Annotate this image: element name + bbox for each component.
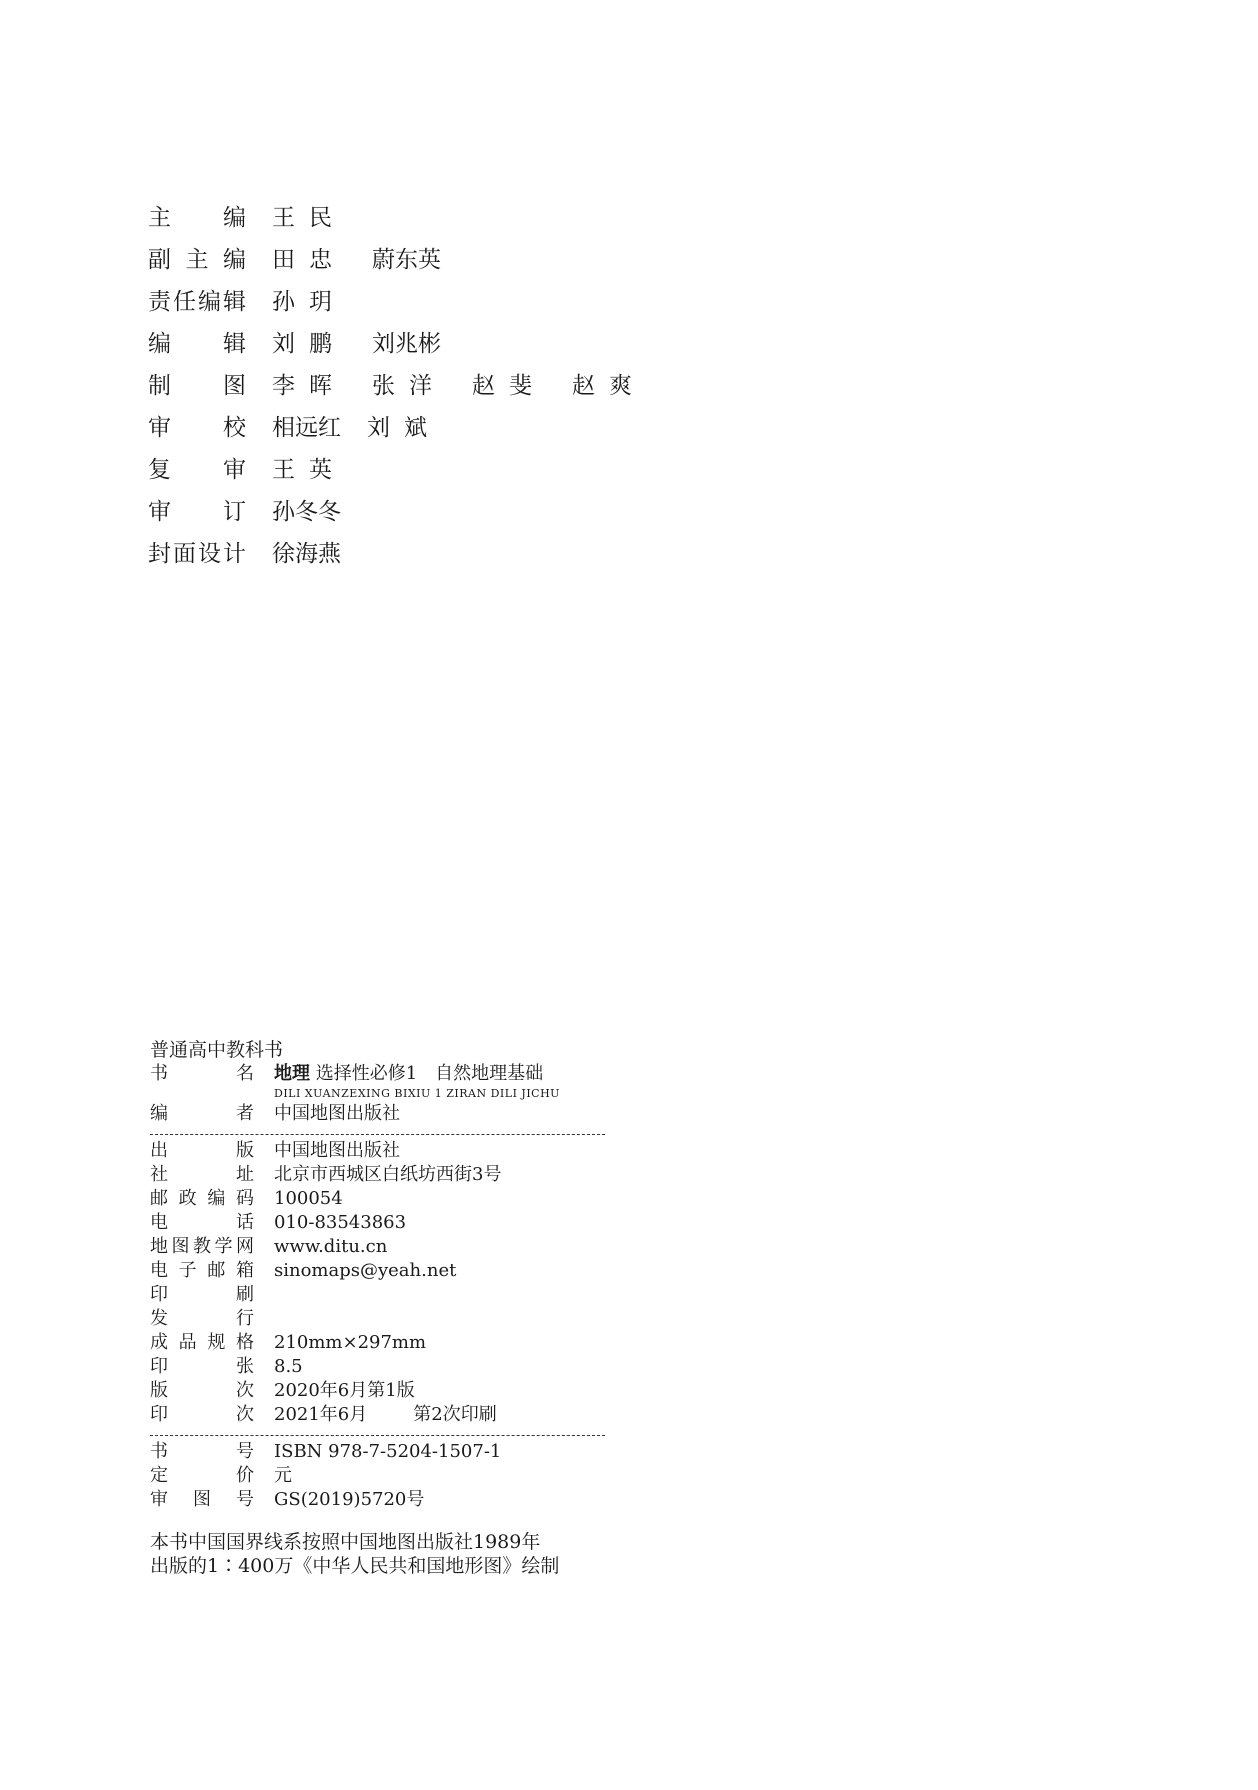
label-char: 审 bbox=[148, 499, 171, 525]
label-char: 址 bbox=[236, 1164, 254, 1185]
detail-value: sinomaps@yeah.net bbox=[274, 1260, 457, 1281]
label-char: 印 bbox=[150, 1284, 168, 1305]
book-name-row bbox=[150, 1062, 610, 1086]
label-char: 电 bbox=[150, 1212, 168, 1233]
label-char: 定 bbox=[150, 1465, 168, 1486]
divider bbox=[150, 1435, 605, 1436]
detail-label bbox=[150, 1379, 254, 1403]
print-date: 2021年6月 bbox=[274, 1404, 368, 1425]
credit-person: 徐海燕 bbox=[272, 541, 341, 567]
credit-names bbox=[272, 239, 467, 281]
label-char: 行 bbox=[236, 1308, 254, 1329]
label-char: 书 bbox=[150, 1063, 168, 1084]
detail-value: 100054 bbox=[274, 1188, 343, 1209]
label-char: 邮 bbox=[207, 1260, 226, 1281]
label-char: 邮 bbox=[150, 1188, 168, 1209]
detail-row bbox=[150, 1355, 610, 1379]
label-char: 印 bbox=[150, 1356, 168, 1377]
label-char: 任 bbox=[173, 289, 196, 315]
credit-person: 田忠 bbox=[272, 247, 346, 273]
detail-value: 8.5 bbox=[274, 1356, 303, 1377]
book-name bbox=[274, 1062, 543, 1086]
credit-person: 张洋 bbox=[372, 373, 446, 399]
detail-row bbox=[150, 1440, 610, 1464]
author-label bbox=[150, 1102, 254, 1126]
label-char: 责 bbox=[148, 289, 171, 315]
divider bbox=[150, 1134, 605, 1135]
print-value bbox=[274, 1403, 497, 1427]
label-char: 辑 bbox=[223, 289, 246, 315]
credit-row bbox=[148, 239, 748, 281]
credit-person: 刘兆彬 bbox=[372, 331, 441, 357]
label-char: 复 bbox=[148, 457, 171, 483]
detail-label bbox=[150, 1139, 254, 1163]
detail-row bbox=[150, 1379, 610, 1403]
detail-value: 010-83543863 bbox=[274, 1212, 407, 1233]
label-char: 审 bbox=[150, 1489, 168, 1510]
detail-row bbox=[150, 1488, 610, 1512]
label-char: 编 bbox=[198, 289, 221, 315]
credits-block bbox=[148, 197, 748, 575]
label-char: 价 bbox=[236, 1465, 254, 1486]
detail-value: ISBN 978-7-5204-1507-1 bbox=[274, 1441, 502, 1462]
credit-role bbox=[148, 365, 246, 407]
label-char: 版 bbox=[150, 1380, 168, 1401]
detail-label bbox=[150, 1440, 254, 1464]
label-char: 次 bbox=[236, 1380, 254, 1401]
credit-names bbox=[272, 197, 372, 239]
detail-label bbox=[150, 1163, 254, 1187]
label-char: 副 bbox=[148, 247, 171, 273]
credit-person: 赵斐 bbox=[472, 373, 546, 399]
label-char: 网 bbox=[236, 1236, 254, 1257]
label-char: 订 bbox=[223, 499, 246, 525]
detail-row bbox=[150, 1307, 610, 1331]
detail-label bbox=[150, 1307, 254, 1331]
detail-row bbox=[150, 1211, 610, 1235]
detail-label bbox=[150, 1187, 254, 1211]
note-line-2: 出版的1∶400万《中华人民共和国地形图》绘制 bbox=[150, 1555, 560, 1577]
credit-role bbox=[148, 281, 246, 323]
label-char: 成 bbox=[150, 1332, 168, 1353]
label-char: 图 bbox=[193, 1489, 211, 1510]
label-char: 名 bbox=[236, 1063, 254, 1084]
detail-label bbox=[150, 1235, 254, 1259]
credit-names bbox=[272, 449, 372, 491]
detail-label bbox=[150, 1283, 254, 1307]
note-line-1: 本书中国国界线系按照中国地图出版社1989年 bbox=[150, 1531, 541, 1553]
detail-label bbox=[150, 1331, 254, 1355]
publication-details bbox=[150, 1139, 610, 1403]
detail-row bbox=[150, 1259, 610, 1283]
label-char: 号 bbox=[236, 1489, 254, 1510]
series-title: 普通高中教科书 bbox=[150, 1039, 284, 1061]
detail-value: 元 bbox=[274, 1465, 292, 1486]
credit-row bbox=[148, 449, 748, 491]
credit-names bbox=[272, 491, 367, 533]
label-char: 编 bbox=[207, 1188, 226, 1209]
credit-row bbox=[148, 407, 748, 449]
label-char: 主 bbox=[148, 205, 171, 231]
book-name-pinyin: DILI XUANZEXING BIXIU 1 ZIRAN DILI JICHU bbox=[274, 1087, 560, 1100]
detail-row bbox=[150, 1139, 610, 1163]
label-char: 校 bbox=[223, 415, 246, 441]
credit-role bbox=[148, 197, 246, 239]
boundary-note bbox=[150, 1530, 610, 1578]
detail-label bbox=[150, 1259, 254, 1283]
credit-role bbox=[148, 533, 246, 575]
label-char: 设 bbox=[198, 541, 221, 567]
detail-label bbox=[150, 1355, 254, 1379]
credit-person: 刘斌 bbox=[367, 415, 441, 441]
detail-value: 中国地图出版社 bbox=[274, 1140, 400, 1161]
credit-person: 王民 bbox=[272, 205, 346, 231]
credit-row bbox=[148, 197, 748, 239]
label-char: 电 bbox=[150, 1260, 168, 1281]
label-char: 书 bbox=[150, 1441, 168, 1462]
credit-person: 孙玥 bbox=[272, 289, 346, 315]
label-char: 辑 bbox=[223, 331, 246, 357]
credit-person: 刘鹏 bbox=[272, 331, 346, 357]
detail-value: GS(2019)5720号 bbox=[274, 1489, 425, 1510]
credit-row bbox=[148, 491, 748, 533]
label-char: 审 bbox=[223, 457, 246, 483]
label-char: 张 bbox=[236, 1356, 254, 1377]
credit-row bbox=[148, 533, 748, 575]
label-char: 图 bbox=[223, 373, 246, 399]
credit-person: 赵爽 bbox=[572, 373, 646, 399]
label-char: 编 bbox=[148, 331, 171, 357]
label-char: 制 bbox=[148, 373, 171, 399]
label-char: 格 bbox=[235, 1332, 254, 1353]
detail-label bbox=[150, 1488, 254, 1512]
print-count: 第2次印刷 bbox=[413, 1404, 497, 1425]
label-char: 子 bbox=[178, 1260, 197, 1281]
credit-row bbox=[148, 323, 748, 365]
detail-row bbox=[150, 1283, 610, 1307]
print-row bbox=[150, 1403, 610, 1427]
credit-person: 李晖 bbox=[272, 373, 346, 399]
credit-row bbox=[148, 365, 748, 407]
label-char: 刷 bbox=[236, 1284, 254, 1305]
label-char: 编 bbox=[223, 247, 246, 273]
author-row bbox=[150, 1102, 610, 1126]
label-char: 地 bbox=[150, 1236, 168, 1257]
credit-role bbox=[148, 323, 246, 365]
label-char: 主 bbox=[185, 247, 209, 273]
label-char: 计 bbox=[223, 541, 246, 567]
label-char: 封 bbox=[148, 541, 171, 567]
label-char: 政 bbox=[178, 1188, 197, 1209]
print-label bbox=[150, 1403, 254, 1427]
author-value: 中国地图出版社 bbox=[274, 1103, 400, 1124]
detail-row bbox=[150, 1464, 610, 1488]
label-char: 学 bbox=[214, 1236, 233, 1257]
label-char: 编 bbox=[150, 1103, 168, 1124]
label-char: 编 bbox=[223, 205, 246, 231]
detail-value: 北京市西城区白纸坊西街3号 bbox=[274, 1164, 502, 1185]
label-char: 话 bbox=[236, 1212, 254, 1233]
detail-row bbox=[150, 1187, 610, 1211]
credit-role bbox=[148, 449, 246, 491]
detail-row bbox=[150, 1235, 610, 1259]
label-char: 出 bbox=[150, 1140, 168, 1161]
credit-row bbox=[148, 281, 748, 323]
detail-label bbox=[150, 1464, 254, 1488]
credit-person: 孙冬冬 bbox=[272, 499, 341, 525]
credit-names bbox=[272, 281, 372, 323]
detail-row bbox=[150, 1331, 610, 1355]
credit-role bbox=[148, 239, 246, 281]
colophon-block bbox=[150, 1038, 610, 1578]
label-char: 审 bbox=[148, 415, 171, 441]
label-char: 图 bbox=[171, 1236, 190, 1257]
credit-person: 王英 bbox=[272, 457, 346, 483]
label-char: 码 bbox=[235, 1188, 254, 1209]
credit-names bbox=[272, 533, 367, 575]
book-name-subject: 地理 bbox=[274, 1063, 310, 1084]
label-char: 社 bbox=[150, 1164, 168, 1185]
label-char: 版 bbox=[236, 1140, 254, 1161]
label-char: 次 bbox=[236, 1404, 254, 1425]
credit-person: 蔚东英 bbox=[372, 247, 441, 273]
registration-details bbox=[150, 1440, 610, 1512]
credit-person: 相远红 bbox=[272, 415, 341, 441]
credit-names bbox=[272, 323, 467, 365]
credit-role bbox=[148, 407, 246, 449]
book-name-title: 选择性必修1 自然地理基础 bbox=[315, 1063, 544, 1084]
label-char: 面 bbox=[173, 541, 196, 567]
credit-names bbox=[272, 365, 672, 407]
label-char: 发 bbox=[150, 1308, 168, 1329]
label-char: 教 bbox=[193, 1236, 211, 1257]
label-char: 印 bbox=[150, 1404, 168, 1425]
credit-names bbox=[272, 407, 467, 449]
detail-value: 210mm×297mm bbox=[274, 1332, 427, 1353]
detail-value: www.ditu.cn bbox=[274, 1236, 388, 1257]
label-char: 号 bbox=[236, 1441, 254, 1462]
book-name-label bbox=[150, 1062, 254, 1086]
label-char: 规 bbox=[207, 1332, 226, 1353]
label-char: 箱 bbox=[235, 1260, 254, 1281]
detail-row bbox=[150, 1163, 610, 1187]
detail-value: 2020年6月第1版 bbox=[274, 1380, 415, 1401]
credit-role bbox=[148, 491, 246, 533]
detail-label bbox=[150, 1211, 254, 1235]
label-char: 品 bbox=[178, 1332, 197, 1353]
label-char: 者 bbox=[236, 1103, 254, 1124]
